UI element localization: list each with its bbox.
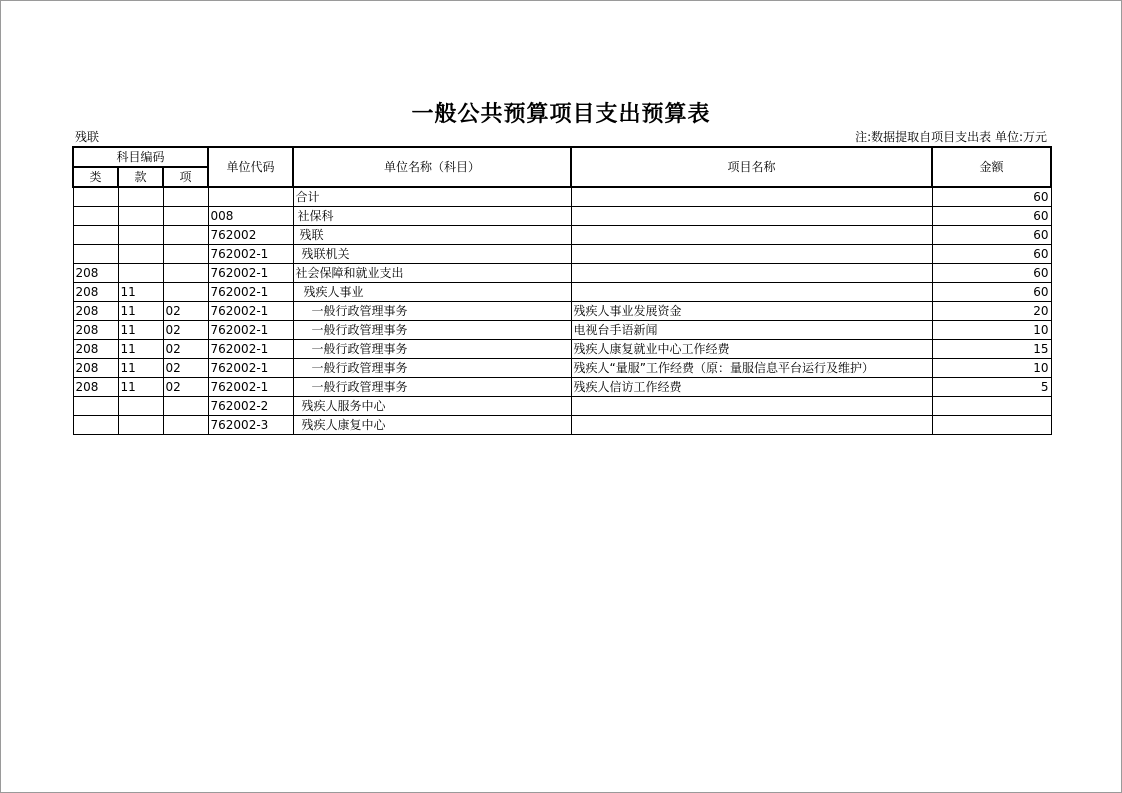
header-amount: 金额 [932, 147, 1051, 187]
cell-kuan [118, 245, 163, 264]
cell-project-name: 残疾人事业发展资金 [571, 302, 932, 321]
cell-project-name [571, 283, 932, 302]
cell-xiang [163, 397, 208, 416]
cell-lei [73, 226, 118, 245]
cell-kuan: 11 [118, 378, 163, 397]
table-body [73, 187, 1051, 435]
cell-kuan [118, 397, 163, 416]
cell-kuan [118, 264, 163, 283]
cell-unit-name: 社保科 [293, 207, 571, 226]
unit-label: 残联 [75, 130, 100, 144]
cell-amount [932, 397, 1051, 416]
cell-unit-code: 762002-1 [208, 359, 293, 378]
cell-project-name: 电视台手语新闻 [571, 321, 932, 340]
cell-xiang [163, 207, 208, 226]
cell-project-name [571, 245, 932, 264]
cell-amount: 60 [932, 207, 1051, 226]
cell-lei: 208 [73, 283, 118, 302]
header-unit-code: 单位代码 [208, 147, 293, 187]
table-row [73, 283, 1051, 302]
cell-project-name [571, 397, 932, 416]
cell-unit-code: 762002-1 [208, 302, 293, 321]
cell-lei [73, 245, 118, 264]
cell-xiang [163, 283, 208, 302]
cell-xiang [163, 264, 208, 283]
cell-lei [73, 187, 118, 207]
cell-amount: 10 [932, 359, 1051, 378]
cell-lei: 208 [73, 340, 118, 359]
cell-amount: 15 [932, 340, 1051, 359]
header-kuan: 款 [118, 167, 163, 187]
table-row [73, 187, 1051, 207]
cell-unit-name: 残联机关 [293, 245, 571, 264]
cell-project-name [571, 226, 932, 245]
page-title: 一般公共预算项目支出预算表 [411, 102, 711, 127]
cell-lei: 208 [73, 302, 118, 321]
table-row [73, 359, 1051, 378]
table-row [73, 245, 1051, 264]
table-row [73, 378, 1051, 397]
cell-kuan: 11 [118, 283, 163, 302]
cell-amount: 60 [932, 283, 1051, 302]
cell-unit-code: 762002-1 [208, 283, 293, 302]
table-row [73, 264, 1051, 283]
cell-unit-code: 008 [208, 207, 293, 226]
cell-xiang [163, 226, 208, 245]
cell-unit-code: 762002-1 [208, 321, 293, 340]
cell-project-name [571, 207, 932, 226]
cell-unit-name: 合计 [293, 187, 571, 207]
cell-unit-name: 一般行政管理事务 [293, 340, 571, 359]
table-row [73, 416, 1051, 435]
cell-kuan [118, 226, 163, 245]
cell-unit-code: 762002-2 [208, 397, 293, 416]
cell-project-name [571, 416, 932, 435]
cell-amount: 10 [932, 321, 1051, 340]
cell-project-name: 残疾人信访工作经费 [571, 378, 932, 397]
cell-project-name [571, 187, 932, 207]
cell-xiang [163, 187, 208, 207]
table-row [73, 397, 1051, 416]
table-row [73, 302, 1051, 321]
cell-unit-name: 残疾人服务中心 [293, 397, 571, 416]
table-row [73, 340, 1051, 359]
cell-amount: 60 [932, 245, 1051, 264]
cell-xiang: 02 [163, 340, 208, 359]
cell-lei [73, 397, 118, 416]
cell-xiang [163, 416, 208, 435]
cell-lei: 208 [73, 378, 118, 397]
cell-xiang: 02 [163, 321, 208, 340]
cell-xiang: 02 [163, 302, 208, 321]
cell-lei: 208 [73, 359, 118, 378]
cell-unit-code [208, 187, 293, 207]
cell-unit-code: 762002-1 [208, 340, 293, 359]
cell-amount: 60 [932, 226, 1051, 245]
cell-lei: 208 [73, 264, 118, 283]
cell-unit-name: 社会保障和就业支出 [293, 264, 571, 283]
cell-lei [73, 416, 118, 435]
cell-unit-code: 762002-1 [208, 245, 293, 264]
cell-xiang: 02 [163, 378, 208, 397]
cell-unit-code: 762002-1 [208, 264, 293, 283]
header-project-name: 项目名称 [571, 147, 932, 187]
header-xiang: 项 [163, 167, 208, 187]
cell-lei: 208 [73, 321, 118, 340]
cell-unit-name: 残疾人康复中心 [293, 416, 571, 435]
cell-lei [73, 207, 118, 226]
cell-unit-name: 残联 [293, 226, 571, 245]
cell-unit-code: 762002-3 [208, 416, 293, 435]
cell-unit-name: 一般行政管理事务 [293, 359, 571, 378]
cell-project-name [571, 264, 932, 283]
cell-unit-name: 残疾人事业 [293, 283, 571, 302]
cell-kuan: 11 [118, 340, 163, 359]
cell-xiang [163, 245, 208, 264]
cell-kuan [118, 207, 163, 226]
cell-amount: 60 [932, 264, 1051, 283]
table-row [73, 321, 1051, 340]
cell-kuan [118, 187, 163, 207]
cell-amount: 5 [932, 378, 1051, 397]
cell-kuan [118, 416, 163, 435]
cell-unit-name: 一般行政管理事务 [293, 378, 571, 397]
cell-amount [932, 416, 1051, 435]
header-subject-code: 科目编码 [73, 147, 208, 167]
cell-amount: 20 [932, 302, 1051, 321]
cell-kuan: 11 [118, 321, 163, 340]
cell-unit-name: 一般行政管理事务 [293, 302, 571, 321]
budget-table [72, 146, 1052, 435]
cell-kuan: 11 [118, 302, 163, 321]
table-row [73, 207, 1051, 226]
cell-xiang: 02 [163, 359, 208, 378]
header-lei: 类 [73, 167, 118, 187]
cell-kuan: 11 [118, 359, 163, 378]
cell-unit-code: 762002 [208, 226, 293, 245]
cell-unit-code: 762002-1 [208, 378, 293, 397]
table-row [73, 226, 1051, 245]
cell-amount: 60 [932, 187, 1051, 207]
cell-project-name: 残疾人康复就业中心工作经费 [571, 340, 932, 359]
header-unit-name: 单位名称（科目） [293, 147, 571, 187]
cell-project-name: 残疾人“量服”工作经费（原：量服信息平台运行及维护） [571, 359, 932, 378]
cell-unit-name: 一般行政管理事务 [293, 321, 571, 340]
unit-note: 注:数据提取自项目支出表 单位:万元 [855, 130, 1047, 144]
